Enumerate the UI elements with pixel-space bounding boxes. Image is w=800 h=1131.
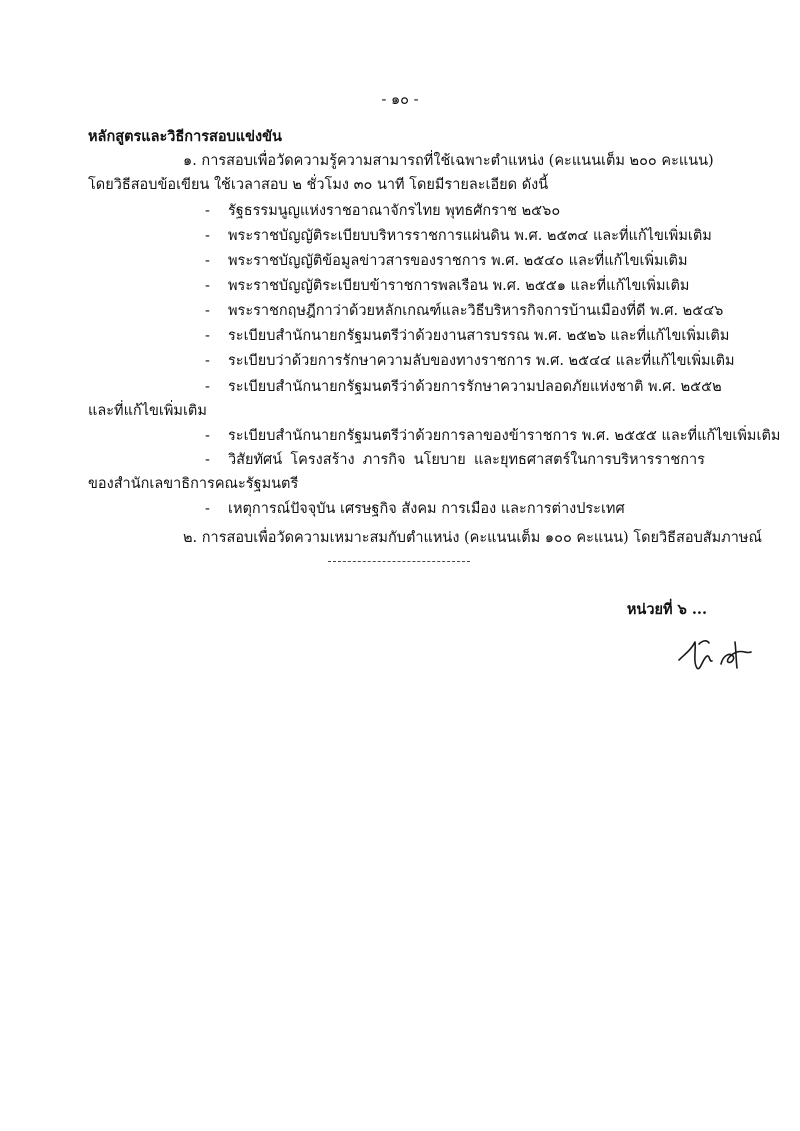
list-bullet: - bbox=[205, 278, 210, 294]
vision-word: และยุทธศาสตร์ในการบริหารราชการ bbox=[473, 452, 705, 468]
section-divider bbox=[328, 561, 470, 562]
list-item: พระราชบัญญัติข้อมูลข่าวสารของราชการ พ.ศ. ๒๕๔๐ และที่แก้ไขเพิ่มเติม bbox=[228, 253, 688, 269]
vision-word: นโยบาย bbox=[413, 452, 466, 468]
list-bullet: - bbox=[205, 303, 210, 319]
list-item-security-line1: ระเบียบสำนักนายกรัฐมนตรีว่าด้วยการรักษาความปลอดภัยแห่งชาติ พ.ศ. ๒๕๕๒ bbox=[228, 379, 722, 395]
section2-line: ๒. การสอบเพื่อวัดความเหมาะสมกับตำแหน่ง (คะแนนเต็ม ๑๐๐ คะแนน) โดยวิธีสอบสัมภาษณ์ bbox=[183, 530, 762, 546]
list-item: ระเบียบว่าด้วยการรักษาความลับของทางราชการ พ.ศ. ๒๕๔๔ และที่แก้ไขเพิ่มเติม bbox=[228, 353, 735, 369]
list-bullet: - bbox=[205, 452, 210, 468]
signature-mark bbox=[673, 628, 763, 678]
list-item: เหตุการณ์ปัจจุบัน เศรษฐกิจ สังคม การเมือง และการต่างประเทศ bbox=[228, 501, 625, 517]
vision-word: ภารกิจ bbox=[362, 452, 406, 468]
list-bullet: - bbox=[205, 379, 210, 395]
list-bullet: - bbox=[205, 228, 210, 244]
list-item-vision-line2: ของสำนักเลขาธิการคณะรัฐมนตรี bbox=[88, 476, 299, 492]
page-number: - ๑๐ - bbox=[381, 92, 419, 108]
list-bullet: - bbox=[205, 428, 210, 444]
vision-word: โครงสร้าง bbox=[290, 452, 355, 468]
list-item: พระราชบัญญัติระเบียบบริหารราชการแผ่นดิน พ.ศ. ๒๕๓๔ และที่แก้ไขเพิ่มเติม bbox=[228, 228, 712, 244]
list-bullet: - bbox=[205, 203, 210, 219]
section1-line1: ๑. การสอบเพื่อวัดความรู้ความสามารถที่ใช้เฉพาะตำแหน่ง (คะแนนเต็ม ๒๐๐ คะแนน) bbox=[183, 153, 714, 169]
list-item: พระราชกฤษฎีกาว่าด้วยหลักเกณฑ์และวิธีบริหารกิจการบ้านเมืองที่ดี พ.ศ. ๒๕๔๖ bbox=[228, 303, 724, 319]
list-bullet: - bbox=[205, 328, 210, 344]
list-bullet: - bbox=[205, 253, 210, 269]
vision-word: วิสัยทัศน์ bbox=[228, 452, 283, 468]
list-item: รัฐธรรมนูญแห่งราชอาณาจักรไทย พุทธศักราช ๒๕๖๐ bbox=[228, 203, 561, 219]
list-item: พระราชบัญญัติระเบียบข้าราชการพลเรือน พ.ศ. ๒๕๕๑ และที่แก้ไขเพิ่มเติม bbox=[228, 278, 690, 294]
next-page-indicator: หน่วยที่ ๖ ... bbox=[626, 601, 707, 618]
list-item-security-line2: และที่แก้ไขเพิ่มเติม bbox=[88, 403, 207, 419]
section-heading: หลักสูตรและวิธีการสอบแข่งขัน bbox=[88, 128, 282, 145]
list-bullet: - bbox=[205, 501, 210, 517]
list-item: ระเบียบสำนักนายกรัฐมนตรีว่าด้วยงานสารบรรณ พ.ศ. ๒๕๒๖ และที่แก้ไขเพิ่มเติม bbox=[228, 328, 730, 344]
list-item-vision-line1 bbox=[228, 451, 705, 469]
list-item: ระเบียบสำนักนายกรัฐมนตรีว่าด้วยการลาของข้าราชการ พ.ศ. ๒๕๕๕ และที่แก้ไขเพิ่มเติม bbox=[228, 428, 781, 444]
list-bullet: - bbox=[205, 353, 210, 369]
section1-line2: โดยวิธีสอบข้อเขียน ใช้เวลาสอบ ๒ ชั่วโมง ๓๐ นาที โดยมีรายละเอียด ดังนี้ bbox=[88, 177, 549, 193]
